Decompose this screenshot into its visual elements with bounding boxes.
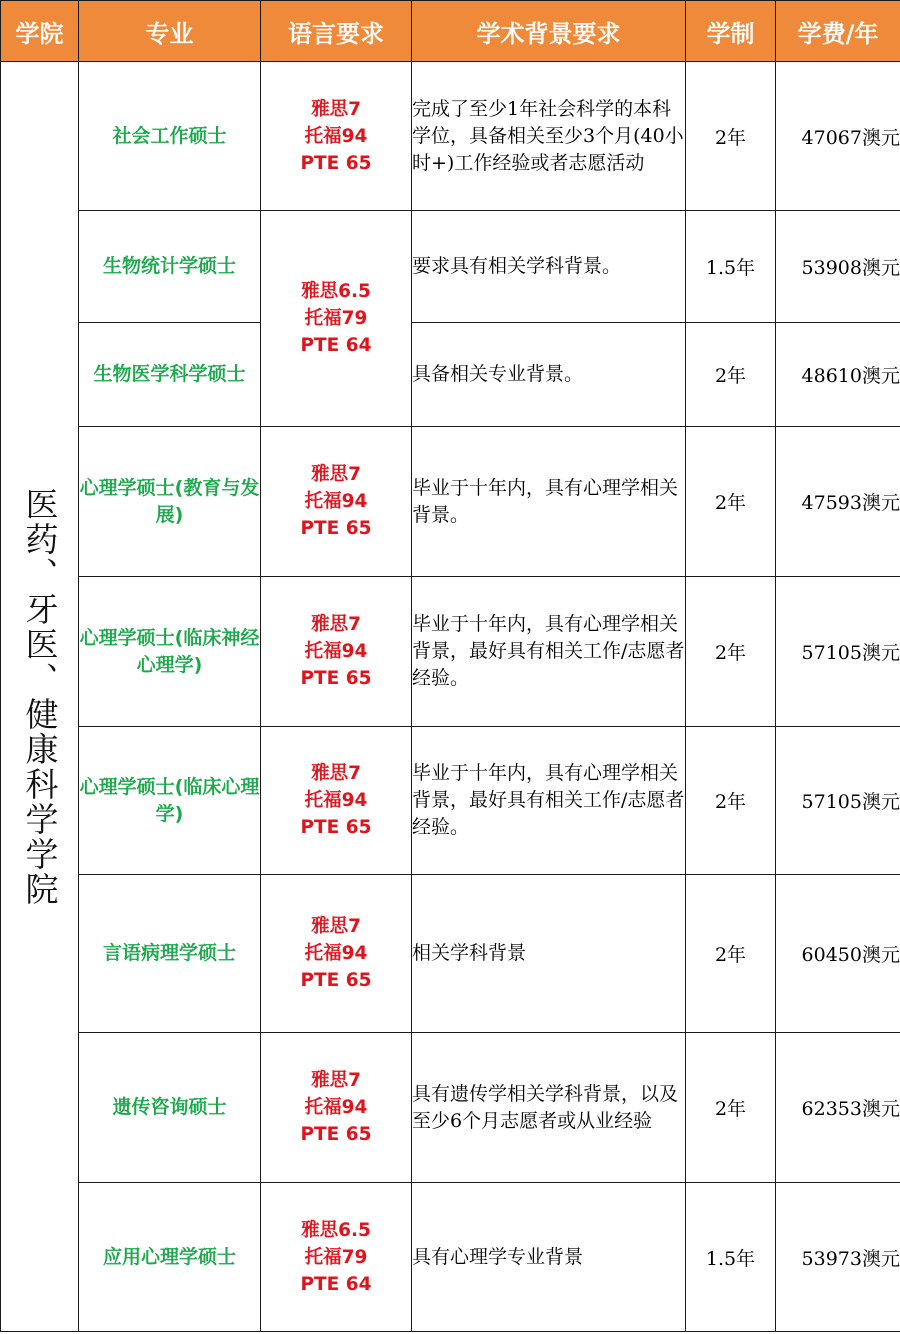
fee-cell: 53973澳元 <box>776 1183 900 1332</box>
academic-cell: 要求具有相关学科背景。 <box>412 211 686 323</box>
major-cell: 心理学硕士(临床神经心理学) <box>79 577 261 727</box>
ielts-score: 雅思7 <box>311 1070 361 1091</box>
toefl-score: 托福79 <box>304 1246 368 1268</box>
table-row <box>1 1033 900 1183</box>
pte-score: PTE 65 <box>300 152 372 174</box>
language-cell <box>261 577 412 727</box>
ielts-score: 雅思7 <box>311 98 361 120</box>
language-cell <box>261 1183 412 1332</box>
duration-cell: 2年 <box>686 323 776 427</box>
academic-cell: 毕业于十年内，具有心理学相关背景。 <box>412 427 686 577</box>
major-cell: 社会工作硕士 <box>79 62 261 211</box>
table-row <box>1 1183 900 1332</box>
major-cell: 应用心理学硕士 <box>79 1183 261 1332</box>
toefl-score: 托福79 <box>304 308 368 329</box>
ielts-score: 雅思7 <box>311 916 361 937</box>
fee-cell: 57105澳元 <box>776 727 900 875</box>
duration-cell: 2年 <box>686 727 776 875</box>
table-row <box>1 577 900 727</box>
pte-score: PTE 65 <box>300 817 372 838</box>
fee-cell: 62353澳元 <box>776 1033 900 1183</box>
major-cell: 遗传咨询硕士 <box>79 1033 261 1183</box>
table-row <box>1 427 900 577</box>
academic-cell: 具备相关专业背景。 <box>412 323 686 427</box>
header-language: 语言要求 <box>261 1 412 62</box>
fee-cell: 57105澳元 <box>776 577 900 727</box>
duration-cell: 2年 <box>686 62 776 211</box>
header-major: 专业 <box>79 1 261 62</box>
duration-cell: 1.5年 <box>686 211 776 323</box>
duration-cell: 2年 <box>686 427 776 577</box>
fee-cell: 60450澳元 <box>776 875 900 1033</box>
language-cell <box>261 62 412 211</box>
header-duration: 学制 <box>686 1 776 62</box>
duration-cell: 1.5年 <box>686 1183 776 1332</box>
ielts-score: 雅思7 <box>311 464 361 485</box>
duration-cell: 2年 <box>686 1033 776 1183</box>
major-cell: 心理学硕士(临床心理学) <box>79 727 261 875</box>
toefl-score: 托福94 <box>304 491 368 512</box>
pte-score: PTE 65 <box>300 518 372 539</box>
major-cell: 生物统计学硕士 <box>79 211 261 323</box>
pte-score: PTE 64 <box>300 335 372 356</box>
fee-cell: 47593澳元 <box>776 427 900 577</box>
toefl-score: 托福94 <box>304 1097 368 1118</box>
toefl-score: 托福94 <box>304 943 368 964</box>
language-cell <box>261 875 412 1033</box>
toefl-score: 托福94 <box>304 790 368 811</box>
language-cell <box>261 727 412 875</box>
header-academic: 学术背景要求 <box>412 1 686 62</box>
language-cell <box>261 427 412 577</box>
pte-score: PTE 64 <box>300 1273 372 1295</box>
toefl-score: 托福94 <box>304 641 368 662</box>
ielts-score: 雅思7 <box>311 763 361 784</box>
pte-score: PTE 65 <box>300 970 372 991</box>
major-cell: 言语病理学硕士 <box>79 875 261 1033</box>
table-row <box>1 323 900 427</box>
duration-cell: 2年 <box>686 875 776 1033</box>
table-row <box>1 62 900 211</box>
table-row <box>1 727 900 875</box>
ielts-score: 雅思7 <box>311 614 361 635</box>
academic-cell: 毕业于十年内，具有心理学相关背景，最好具有相关工作/志愿者经验。 <box>412 727 686 875</box>
language-cell <box>261 1033 412 1183</box>
language-cell <box>261 211 412 427</box>
academic-cell: 具有遗传学相关学科背景，以及至少6个月志愿者或从业经验 <box>412 1033 686 1183</box>
academic-cell: 完成了至少1年社会科学的本科学位，具备相关至少3个月(40小时+)工作经验或者志愿活动 <box>412 62 686 211</box>
header-college: 学院 <box>1 1 79 62</box>
major-cell: 心理学硕士(教育与发展) <box>79 427 261 577</box>
fee-cell: 47067澳元 <box>776 62 900 211</box>
academic-cell: 毕业于十年内，具有心理学相关背景，最好具有相关工作/志愿者经验。 <box>412 577 686 727</box>
fee-cell: 48610澳元 <box>776 323 900 427</box>
academic-cell: 相关学科背景 <box>412 875 686 1033</box>
fee-cell: 53908澳元 <box>776 211 900 323</box>
college-cell: 医药、牙医、健康科学学院 <box>1 62 79 1332</box>
pte-score: PTE 65 <box>300 668 372 689</box>
pte-score: PTE 65 <box>300 1124 372 1145</box>
major-cell: 生物医学科学硕士 <box>79 323 261 427</box>
ielts-score: 雅思6.5 <box>301 281 371 302</box>
academic-cell: 具有心理学专业背景 <box>412 1183 686 1332</box>
ielts-score: 雅思6.5 <box>301 1219 371 1241</box>
table-row <box>1 875 900 1033</box>
header-fee: 学费/年 <box>776 1 900 62</box>
header-row <box>1 1 900 62</box>
duration-cell: 2年 <box>686 577 776 727</box>
table-row <box>1 211 900 323</box>
toefl-score: 托福94 <box>304 125 368 147</box>
